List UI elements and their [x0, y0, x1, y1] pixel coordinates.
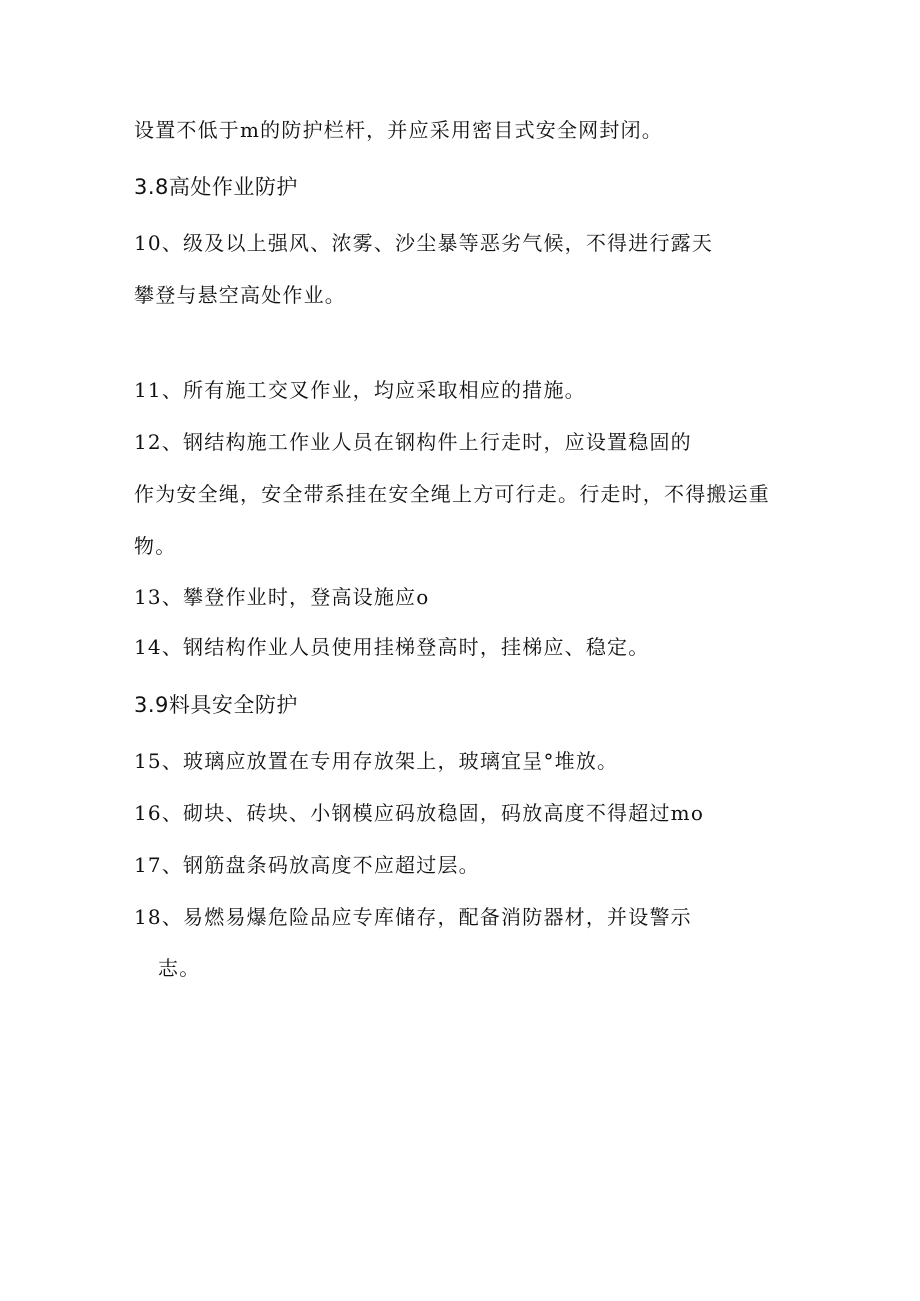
text-line: 18、易燃易爆危险品应专库储存，配备消防器材，并设警示	[134, 905, 692, 929]
text-line: 设置不低于m的防护栏杆，并应采用密目式安全网封闭。	[134, 118, 663, 142]
text-line: 11、所有施工交叉作业，均应采取相应的措施。	[134, 378, 586, 402]
text-line: 15、玻璃应放置在专用存放架上，玻璃宜呈°堆放。	[134, 749, 619, 773]
text-line: 10、级及以上强风、浓雾、沙尘暴等恶劣气候，不得进行露天	[134, 231, 714, 255]
text-line: 作为安全绳，安全带系挂在安全绳上方可行走。行走时，不得搬运重	[134, 482, 770, 506]
text-line: 物。	[134, 534, 177, 558]
text-line: 13、攀登作业时，登高设施应o	[134, 585, 430, 609]
text-line: 12、钢结构施工作业人员在钢构件上行走时，应设置稳固的	[134, 430, 692, 454]
text-line: 攀登与悬空高处作业。	[134, 283, 346, 307]
text-line: 14、钢结构作业人员使用挂梯登高时，挂梯应、稳定。	[134, 635, 650, 659]
text-line: 16、砌块、砖块、小钢模应码放稳固，码放高度不得超过mo	[134, 801, 705, 825]
text-line: 17、钢筋盘条码放高度不应超过层。	[134, 853, 480, 877]
section-heading: 3.9料具安全防护	[134, 693, 298, 717]
text-line: 志。	[158, 956, 201, 980]
section-heading: 3.8高处作业防护	[134, 175, 298, 199]
